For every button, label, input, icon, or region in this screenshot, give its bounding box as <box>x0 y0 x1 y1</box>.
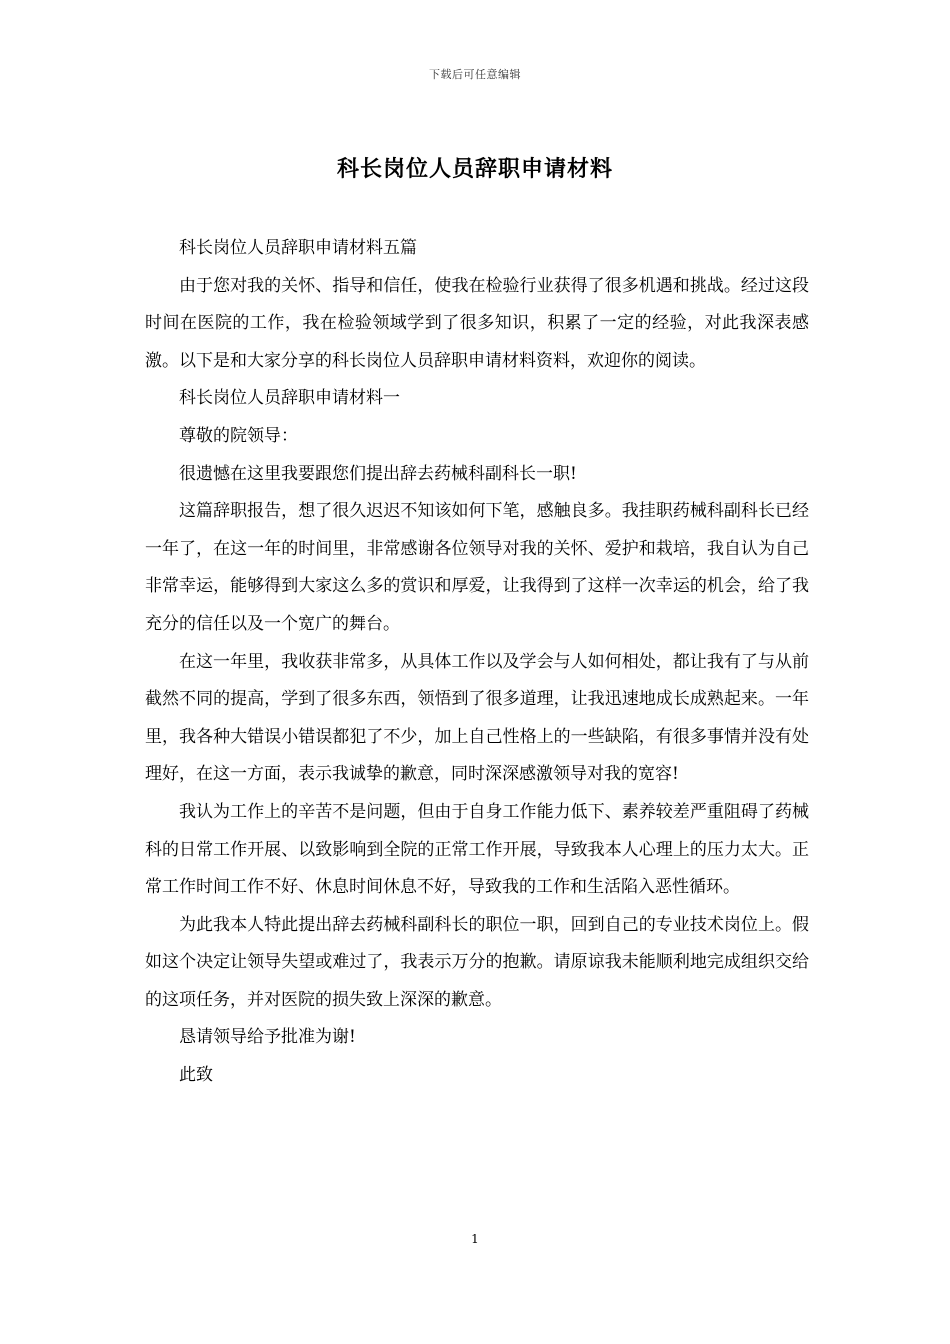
paragraph-statement: 很遗憾在这里我要跟您们提出辞去药械科副科长一职! <box>179 463 577 484</box>
paragraph-subtitle: 科长岗位人员辞职申请材料五篇 <box>179 238 417 258</box>
document-body <box>145 230 809 1095</box>
paragraph-body-2: 在这一年里，我收获非常多，从具体工作以及学会与人如何相处，都让我有了与从前截然不同的提高，学到了很多东西，领悟到了很多道理，让我迅速地成长成熟起来。一年里，我各种大错误小错误都犯了不少，加上自己性格上的一些缺陷，有很多事情并没有处理好，在这一方面，表示我诚挚的歉意，同时深深感激领导对我的宽容! <box>145 651 809 785</box>
paragraph-closing: 此致 <box>179 1065 213 1086</box>
paragraph-section-heading: 科长岗位人员辞职申请材料一 <box>179 388 400 409</box>
page-number: 1 <box>471 1232 479 1246</box>
header-note: 下载后可任意编辑 <box>429 68 521 81</box>
paragraph-body-1: 这篇辞职报告，想了很久迟迟不知该如何下笔，感触良多。我挂职药械科副科长已经一年了，在这一年的时间里，非常感谢各位领导对我的关怀、爱护和栽培，我自认为自己非常幸运，能够得到大家这么多的赏识和厚爱，让我得到了这样一次幸运的机会，给了我充分的信任以及一个宽广的舞台。 <box>145 501 809 634</box>
paragraph-request: 恳请领导给予批准为谢! <box>179 1027 356 1048</box>
paragraph-intro: 由于您对我的关怀、指导和信任，使我在检验行业获得了很多机遇和挑战。经过这段时间在医院的工作，我在检验领域学到了很多知识，积累了一定的经验，对此我深表感激。以下是和大家分享的科长岗位人员辞职申请材料资料，欢迎你的阅读。 <box>145 275 809 371</box>
document-title: 科长岗位人员辞职申请材料 <box>336 156 613 182</box>
paragraph-body-3: 我认为工作上的辛苦不是问题，但由于自身工作能力低下、素养较差严重阻碍了药械科的日常工作开展、以致影响到全院的正常工作开展，导致我本人心理上的压力太大。正常工作时间工作不好、休息时间休息不好，导致我的工作和生活陷入恶性循环。 <box>145 801 809 898</box>
paragraph-salutation: 尊敬的院领导： <box>179 425 298 446</box>
paragraph-body-4: 为此我本人特此提出辞去药械科副科长的职位一职，回到自己的专业技术岗位上。假如这个决定让领导失望或难过了，我表示万分的抱歉。请原谅我未能顺利地完成组织交给的这项任务，并对医院的损失致上深深的歉意。 <box>145 914 809 1010</box>
